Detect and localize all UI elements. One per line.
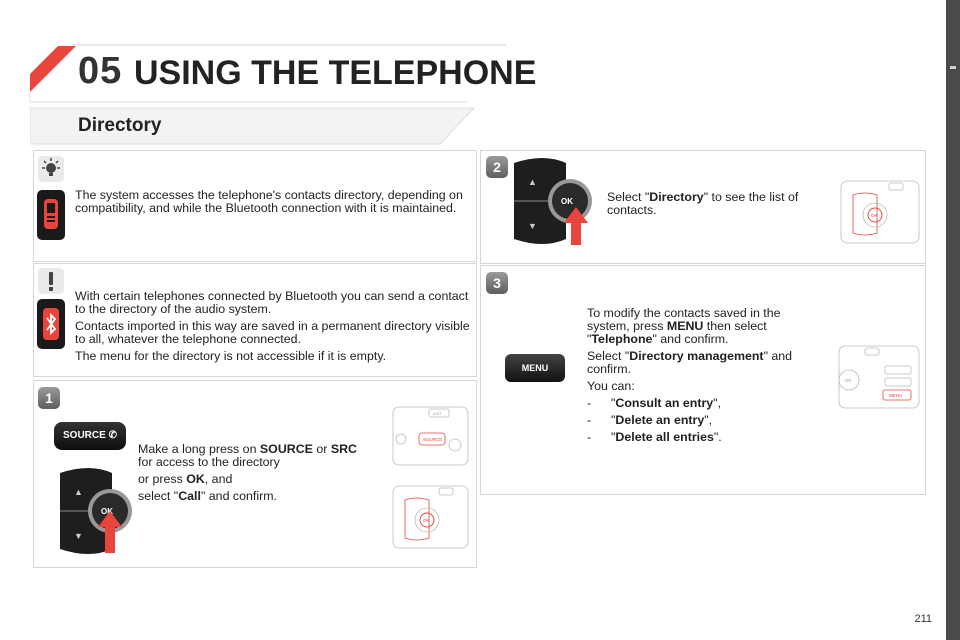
menu-keyword: MENU [666, 319, 704, 333]
text-span: or press [138, 472, 187, 486]
console-thumbnail-source [385, 395, 470, 470]
chapter-title: USING THE TELEPHONE [134, 54, 537, 92]
text-span: Select " [607, 190, 650, 204]
source-label: SOURCE [423, 437, 443, 442]
text-span: , and [204, 472, 233, 486]
menu-thumb-label: MENU [889, 393, 903, 398]
arrow-down-icon: ▼ [74, 531, 83, 541]
dash-bullet: - [587, 430, 592, 444]
menu-button: MENU [505, 354, 565, 382]
directory-management-keyword: Directory management [629, 349, 764, 363]
text-span: then select " [587, 319, 767, 346]
arrow-down-icon: ▼ [528, 221, 537, 231]
ok-control-1 [50, 465, 140, 557]
warning-text [75, 290, 470, 367]
telephone-keyword: Telephone [591, 332, 653, 346]
text-span: " and confirm. [652, 332, 729, 346]
text-span: " and confirm. [587, 349, 793, 376]
option-keyword: Consult an entry [615, 396, 714, 410]
text-span: Select " [587, 349, 630, 363]
text-span: ", [704, 413, 713, 427]
text-span: Make a long press on [138, 442, 260, 456]
chapter-number: 05 [78, 50, 123, 92]
warning-paragraph: Contacts imported in this way are saved in a permanent directory visible to all, whatever the telephone connected. [75, 319, 470, 346]
phone-handset-icon: ✆ [108, 430, 117, 441]
lightbulb-icon [36, 154, 66, 184]
src-keyword: SRC [330, 442, 358, 456]
option-line: - "Delete all entries". [587, 430, 722, 444]
ok-thumb-label: OK [845, 378, 852, 383]
source-keyword: SOURCE [259, 442, 313, 456]
bluetooth-icon [37, 299, 65, 349]
option-keyword: Delete an entry [615, 413, 705, 427]
text-span: ", [713, 396, 722, 410]
exclamation-icon [36, 266, 66, 296]
text-span: To modify the contacts saved in the system, press [587, 306, 781, 333]
directory-keyword: Directory [649, 190, 704, 204]
tip-text: The system accesses the telephone's contacts directory, depending on compatibility, and while the Bluetooth connection with it is maintained. [75, 188, 463, 215]
step-2-number: 2 [486, 156, 508, 178]
step-1-number: 1 [38, 387, 60, 409]
text-span: for access to the directory [138, 455, 280, 469]
ok-label: OK [561, 197, 573, 206]
console-thumbnail-ok-2 [835, 175, 920, 247]
text-span: or [312, 442, 331, 456]
ok-keyword: OK [186, 472, 205, 486]
console-thumbnail-ok-1 [385, 480, 470, 552]
dash-bullet: - [587, 413, 592, 427]
step-3-number: 3 [486, 272, 508, 294]
text-span: ". [713, 430, 722, 444]
ok-control-2 [510, 155, 600, 247]
option-keyword: Delete all entries [615, 430, 714, 444]
text-span: " and confirm. [200, 489, 277, 503]
arrow-up-icon: ▲ [74, 487, 83, 497]
step-2-text [607, 191, 817, 221]
arrow-up-icon: ▲ [528, 177, 537, 187]
text-span: select " [138, 489, 179, 503]
warning-paragraph: The menu for the directory is not accessible if it is empty. [75, 349, 387, 363]
section-title: Directory [78, 115, 162, 136]
step-3-text [587, 307, 812, 448]
option-line: - "Consult an entry", [587, 396, 722, 410]
option-line: - "Delete an entry", [587, 413, 713, 427]
call-keyword: Call [178, 489, 201, 503]
source-button [54, 422, 126, 450]
warning-paragraph: With certain telephones connected by Bluetooth you can send a contact to the directory of the audio system. [75, 289, 469, 316]
ok-thumb-label: OK [871, 213, 878, 218]
phone-icon [37, 190, 65, 240]
step-1-text [138, 443, 374, 507]
source-button-label: SOURCE [63, 430, 106, 441]
console-thumbnail-menu [835, 340, 920, 412]
page-number: 211 [914, 613, 932, 625]
text-span: " to see the list of contacts. [607, 190, 799, 217]
dash-bullet: - [587, 396, 592, 410]
list-label: LIST [433, 411, 442, 416]
you-can-text: You can: [587, 379, 635, 393]
ok-thumb-label: OK [423, 518, 430, 523]
ok-label: OK [101, 507, 113, 516]
page-edge-bar [946, 0, 960, 640]
